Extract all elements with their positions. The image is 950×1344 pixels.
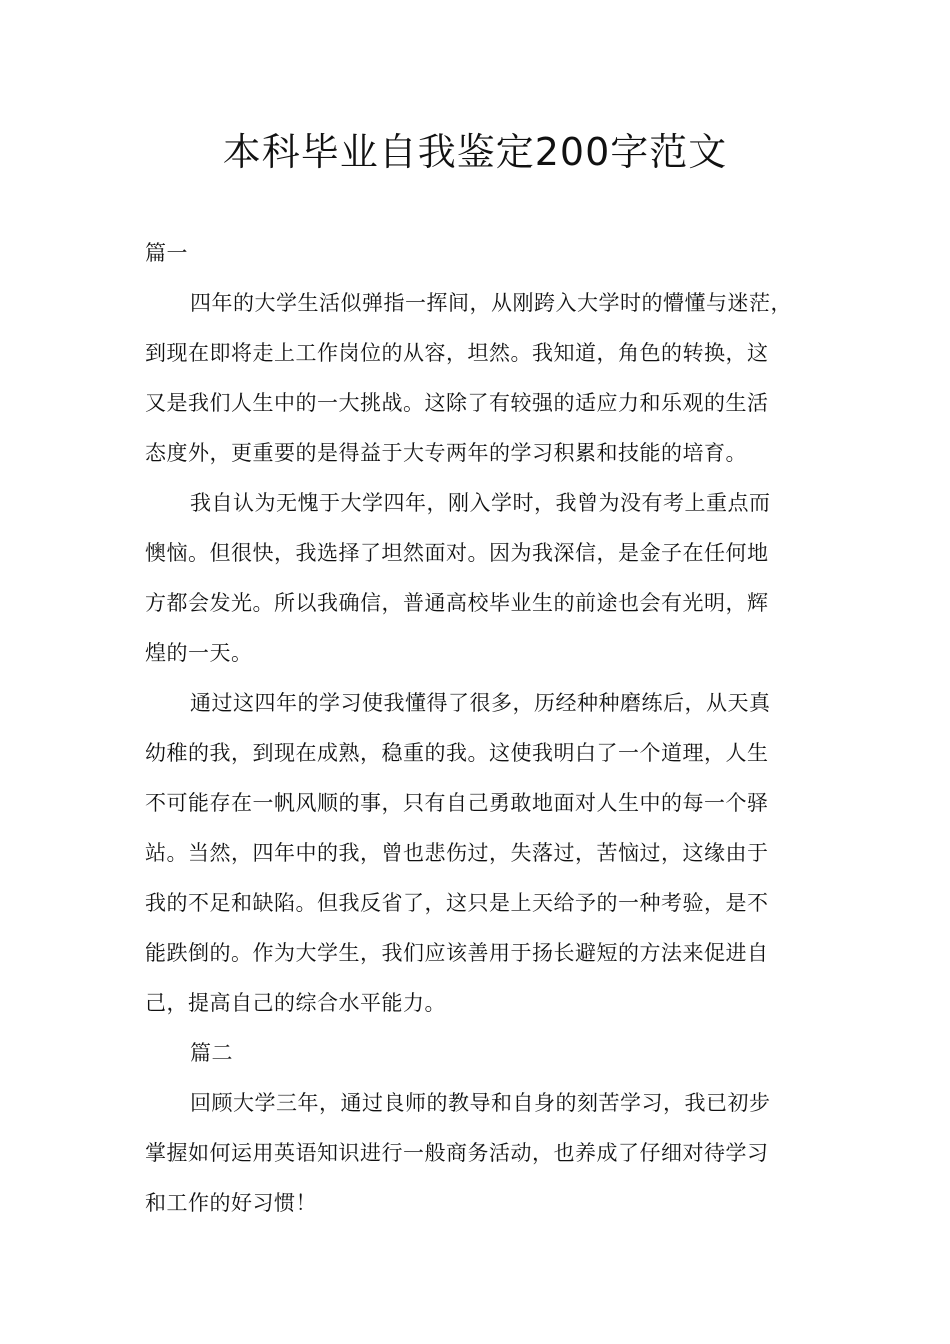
text-line: 不可能存在一帆风顺的事，只有自己勇敢地面对人生中的每一个驿 [145,791,769,815]
document-body [145,228,835,1228]
text-line: 能跌倒的。作为大学生，我们应该善用于扬长避短的方法来促进自 [145,941,769,965]
text-line: 又是我们人生中的一大挑战。这除了有较强的适应力和乐观的生活 [145,391,769,415]
document-title: 本科毕业自我鉴定200字范文 [222,130,728,174]
text-line: 我自认为无愧于大学四年，刚入学时，我曾为没有考上重点而 [190,491,771,515]
text-line: 站。当然，四年中的我，曾也悲伤过，失落过，苦恼过，这缘由于 [145,841,769,865]
text-line: 回顾大学三年，通过良师的教导和自身的刻苦学习，我已初步 [190,1091,771,1115]
text-line: 通过这四年的学习使我懂得了很多，历经种种磨练后，从天真 [190,691,771,715]
text-line: 和工作的好习惯！ [145,1191,317,1215]
text-line: 懊恼。但很快，我选择了坦然面对。因为我深信，是金子在任何地 [145,541,769,565]
text-line: 四年的大学生活似弹指一挥间，从刚跨入大学时的懵懂与迷茫， [190,291,792,315]
text-line: 篇一 [145,241,188,265]
text-line: 到现在即将走上工作岗位的从容，坦然。我知道，角色的转换，这 [145,341,769,365]
text-line: 态度外，更重要的是得益于大专两年的学习积累和技能的培育。 [145,441,747,465]
text-line: 幼稚的我，到现在成熟，稳重的我。这使我明白了一个道理，人生 [145,741,769,765]
text-line: 煌的一天。 [145,641,253,665]
text-line: 掌握如何运用英语知识进行一般商务活动，也养成了仔细对待学习 [145,1141,769,1165]
text-line: 我的不足和缺陷。但我反省了，这只是上天给予的一种考验，是不 [145,891,769,915]
text-line: 篇二 [190,1041,233,1065]
text-line: 己，提高自己的综合水平能力。 [145,991,446,1015]
text-line: 方都会发光。所以我确信，普通高校毕业生的前途也会有光明，辉 [145,591,769,615]
